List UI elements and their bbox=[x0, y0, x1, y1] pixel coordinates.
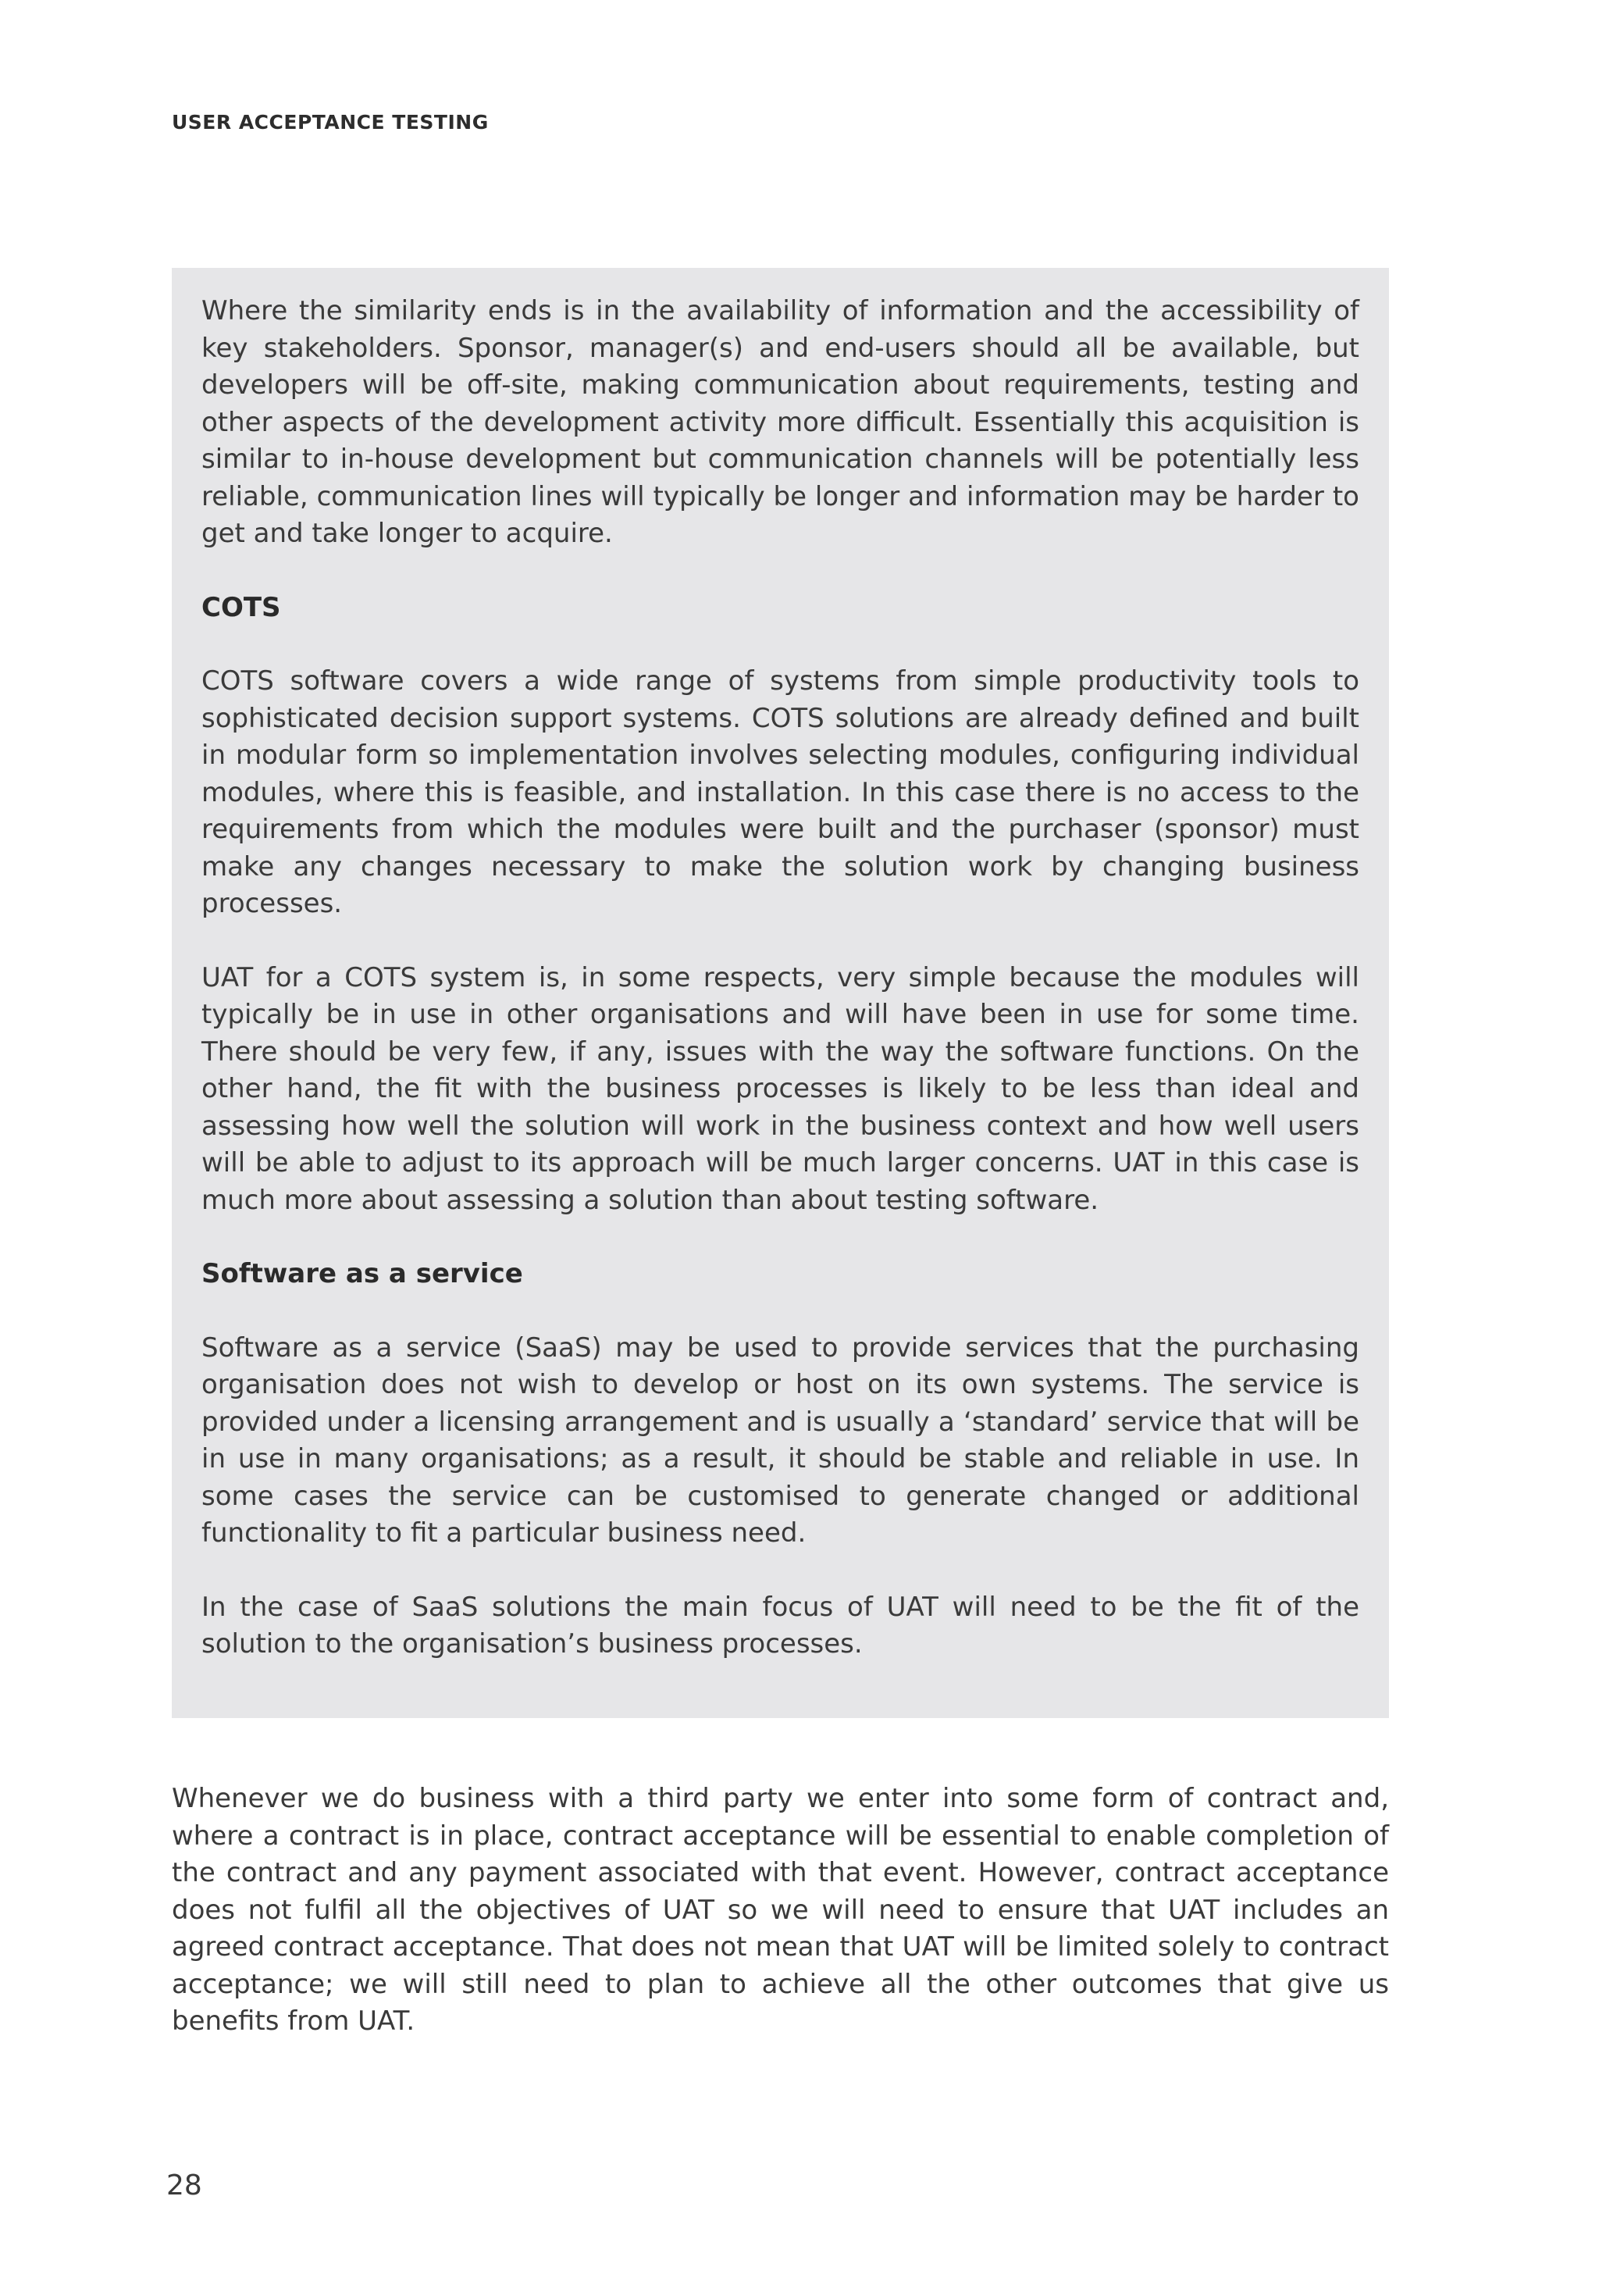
cots-heading: COTS bbox=[201, 591, 281, 623]
saas-heading: Software as a service bbox=[201, 1258, 523, 1289]
cots-paragraph-1: COTS software covers a wide range of systems from simple productivity tools to sophisticated decision support systems. COTS solutions are already defined and built in modular form so implementation involves selecting modules, configuring individual modules, where this is feasible, and installation. In this case there is no access to the requirements from which the modules were built and the purchaser (sponsor) must make any changes necessary to make the solution work by changing business processes. bbox=[201, 665, 1359, 919]
body-paragraph: Whenever we do business with a third party we enter into some form of contract and, where a contract is in place, contract acceptance will be essential to enable completion of the contract and any payment associated with that event. However, contract acceptance does not fulfil all the objectives of UAT so we will need to ensure that UAT includes an agreed contract acceptance. That does not mean that UAT will be limited solely to contract acceptance; we will still need to plan to achieve all the other outcomes that give us benefits from UAT. bbox=[172, 1783, 1389, 2037]
cots-paragraph-2: UAT for a COTS system is, in some respects, very simple because the modules will typically be in use in other organisations and will have been in use for some time. There should be very few, if any, issues with the way the software functions. On the other hand, the fit with the business processes is likely to be less than ideal and assessing how well the solution will work in the business context and how well users will be able to adjust to its approach will be much larger concerns. UAT in this case is much more about assessing a solution than about testing software. bbox=[201, 961, 1359, 1216]
boxed-text-panel bbox=[172, 268, 1389, 1718]
running-header: USER ACCEPTANCE TESTING bbox=[172, 111, 489, 134]
box-intro-paragraph: Where the similarity ends is in the availability of information and the accessibility of key stakeholders. Sponsor, manager(s) and end-users should all be available, but developers will be off-site, making communication about requirements, testing and other aspects of the development activity more difficult. Essentially this acquisition is similar to in-house development but communication channels will be potentially less reliable, communication lines will typically be longer and information may be harder to get and take longer to acquire. bbox=[201, 295, 1359, 549]
saas-paragraph-2: In the case of SaaS solutions the main focus of UAT will need to be the fit of the solution to the organisation’s business processes. bbox=[201, 1591, 1359, 1660]
page-number: 28 bbox=[166, 2169, 202, 2202]
saas-paragraph-1: Software as a service (SaaS) may be used to provide services that the purchasing organisation does not wish to develop or host on its own systems. The service is provided under a licensing arrangement and is usually a ‘standard’ service that will be in use in many organisations; as a result, it should be stable and reliable in use. In some cases the service can be customised to generate changed or additional functionality to fit a particular business need. bbox=[201, 1332, 1359, 1549]
